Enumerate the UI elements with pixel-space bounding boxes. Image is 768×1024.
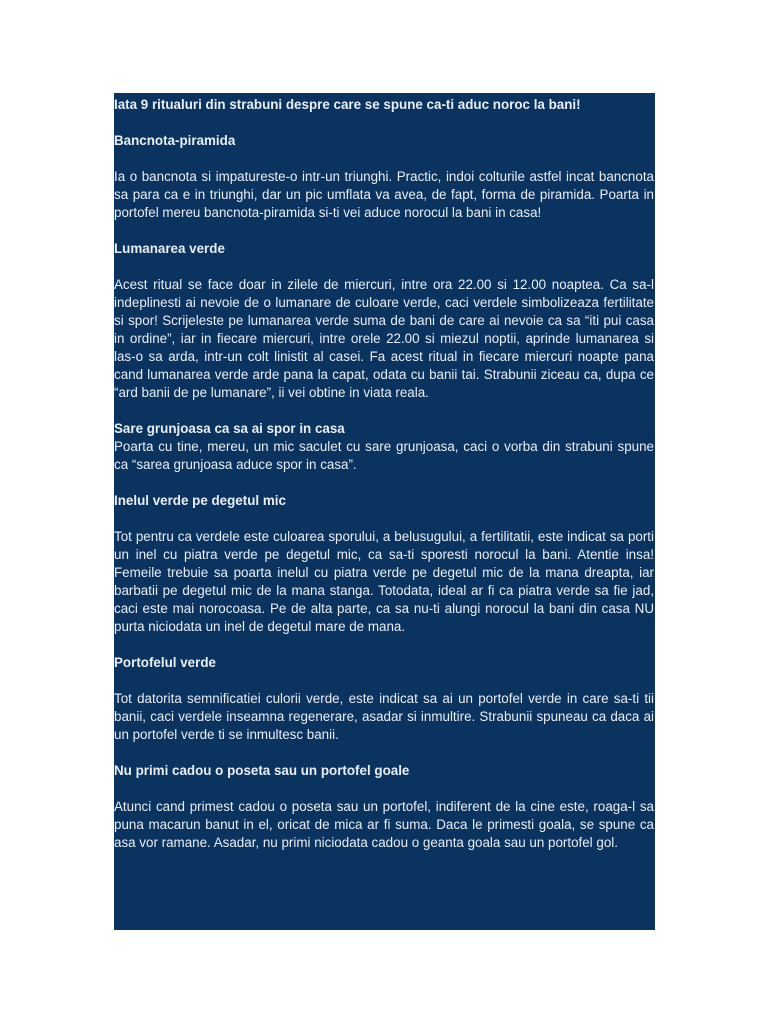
article-panel	[114, 93, 655, 930]
section-heading: Inelul verde pe degetul mic	[114, 493, 286, 508]
article-title: Iata 9 ritualuri din strabuni despre care se spune ca-ti aduc noroc la bani!	[114, 97, 581, 112]
section-body: Ia o bancnota si impatureste-o intr-un triunghi. Practic, indoi colturile astfel incat bancnota sa para ca e in triunghi, dar un pic umflata va avea, de fapt, forma de piramida. Poarta in portofel mereu bancnota-piramida si-ti vei aduce norocul la bani in casa!	[114, 169, 654, 220]
section-heading: Portofelul verde	[114, 655, 216, 670]
section-heading: Lumanarea verde	[114, 241, 225, 256]
section-body: Acest ritual se face doar in zilele de miercuri, intre ora 22.00 si 12.00 noaptea. Ca sa-l indeplinesti ai nevoie de o lumanare de culoare verde, caci verdele simbolizeaza fertilitate si spor! Scrijeleste pe lumanarea verde suma de bani de care ai nevoie ca sa “iti pui casa in ordine”, iar in fiecare miercuri, intre orele 22.00 si miezul noptii, aprinde lumanarea si las-o sa arda, intr-un colt linistit al casei. Fa acest ritual in fiecare miercuri noapte pana cand lumanarea verde arde pana la capat, odata cu banii tai. Strabunii ziceau ca, dupa ce “ard banii de pe lumanare”, ii vei obtine in viata reala.	[114, 277, 654, 400]
section-heading: Sare grunjoasa ca sa ai spor in casa	[114, 421, 345, 436]
section-body: Atunci cand primest cadou o poseta sau un portofel, indiferent de la cine este, roaga-l sa puna macarun banut in el, oricat de mica ar fi suma. Daca le primesti goala, se spune ca asa vor ramane. Asadar, nu primi niciodata cadou o geanta goala sau un portofel gol.	[114, 799, 654, 850]
section-body: Poarta cu tine, mereu, un mic saculet cu sare grunjoasa, caci o vorba din strabuni spune ca “sarea grunjoasa aduce spor in casa”.	[114, 439, 654, 472]
section-body: Tot pentru ca verdele este culoarea sporului, a belusugului, a fertilitatii, este indicat sa porti un inel cu piatra verde pe degetul mic, ca sa-ti sporesti norocul la bani. Atentie insa! Femeile trebuie sa poarta inelul cu piatra verde pe degetul mic de la mana dreapta, iar barbatii pe degetul mic de la mana stanga. Totodata, ideal ar fi ca piatra verde sa fie jad, caci este mai norocoasa. Pe de alta parte, ca sa nu-ti alungi norocul la bani din casa NU purta niciodata un inel de degetul mare de mana.	[114, 529, 654, 634]
section-heading: Nu primi cadou o poseta sau un portofel goale	[114, 763, 410, 778]
section-heading: Bancnota-piramida	[114, 133, 236, 148]
section-body: Tot datorita semnificatiei culorii verde, este indicat sa ai un portofel verde in care sa-ti tii banii, caci verdele inseamna regenerare, asadar si inmultire. Strabunii spuneau ca daca ai un portofel verde ti se inmultesc banii.	[114, 691, 654, 742]
